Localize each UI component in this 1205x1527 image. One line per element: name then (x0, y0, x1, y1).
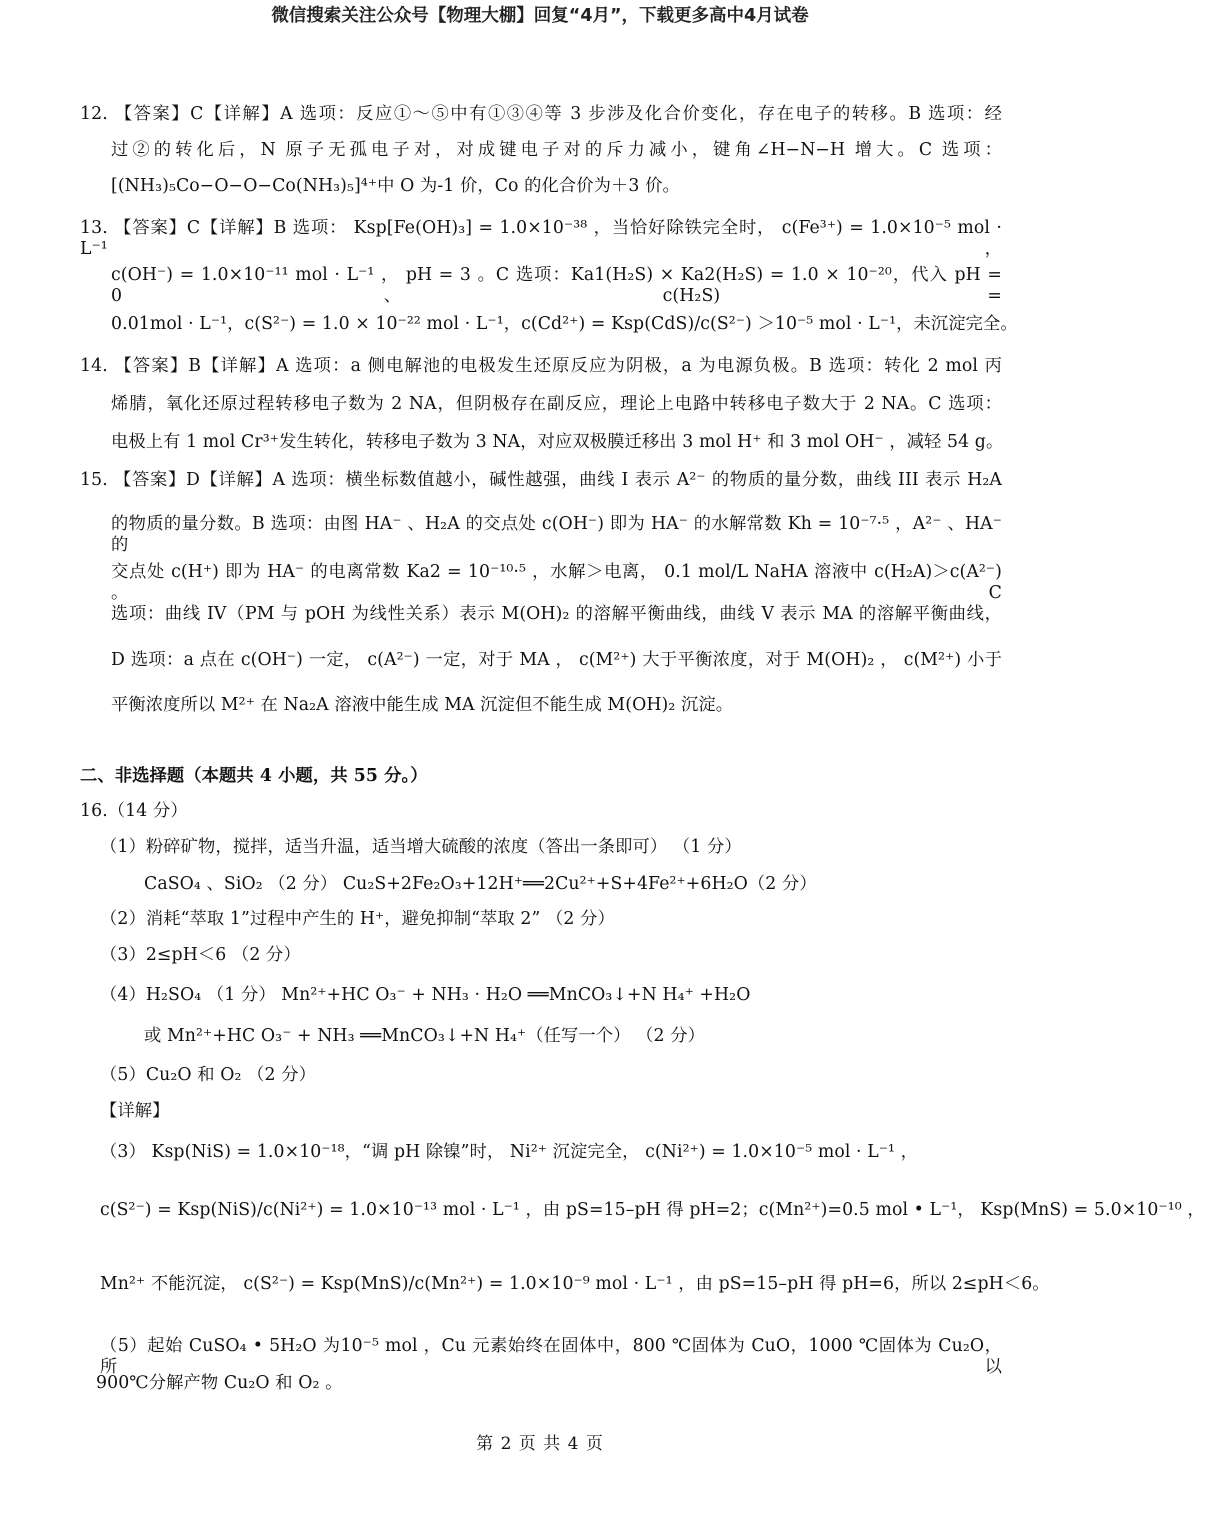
q16-answer-1b: CaSO₄ 、SiO₂ （2 分） Cu₂S+2Fe₂O₃+12H⁺══2Cu²⁺+S+4Fe²⁺+6H₂O（2 分） (144, 874, 817, 894)
q13-line-2: c(OH⁻) = 1.0×10⁻¹¹ mol · L⁻¹ ， pH = 3 。C 选项：Ka1(H₂S) × Ka2(H₂S) = 1.0 × 10⁻²⁰，代入 pH = 0、c(H₂S) = (111, 265, 1002, 306)
q13-line-3: 0.01mol · L⁻¹，c(S²⁻) = 1.0 × 10⁻²² mol · L⁻¹，c(Cd²⁺) = Ksp(CdS)/c(S²⁻) ＞10⁻⁵ mol · L⁻¹，未沉淀完全。 (111, 314, 1018, 334)
q16-answer-4b: 或 Mn²⁺+HC O₃⁻ + NH₃ ══MnCO₃↓+N H₄⁺（任写一个） （2 分） (144, 1026, 705, 1046)
q14-line-2: 烯腈，氧化还原过程转移电子数为 2 NA，但阴极存在副反应，理论上电路中转移电子数大于 2 NA。C 选项： (111, 394, 1002, 414)
q15-line-1: 15. 【答案】D【详解】A 选项：横坐标数值越小，碱性越强，曲线 I 表示 A²⁻ 的物质的量分数，曲线 III 表示 H₂A (80, 470, 1002, 490)
detail-3-line-3: Mn²⁺ 不能沉淀， c(S²⁻) = Ksp(MnS)/c(Mn²⁺) = 1.0×10⁻⁹ mol · L⁻¹ ，由 pS=15–pH 得 pH=6，所以 2≤pH＜6。 (100, 1274, 1050, 1294)
detail-heading: 【详解】 (100, 1101, 170, 1121)
detail-5-line-2: 900℃分解产物 Cu₂O 和 O₂ 。 (96, 1373, 343, 1393)
q16-title: 16.（14 分） (80, 801, 188, 821)
q13-line-1: 13. 【答案】C【详解】B 选项： Ksp[Fe(OH)₃] = 1.0×10⁻³⁸ ，当恰好除铁完全时， c(Fe³⁺) = 1.0×10⁻⁵ mol · L⁻¹ ， (80, 218, 1002, 259)
q12-line-1: 12. 【答案】C【详解】A 选项：反应①～⑤中有①③④等 3 步涉及化合价变化，存在电子的转移。B 选项：经 (80, 104, 1002, 124)
detail-3-line-2: c(S²⁻) = Ksp(NiS)/c(Ni²⁺) = 1.0×10⁻¹³ mol · L⁻¹ ，由 pS=15–pH 得 pH=2；c(Mn²⁺)=0.5 mol • L⁻¹， Ksp(MnS) = 5.0×10⁻¹⁰ ， (100, 1200, 1205, 1220)
q15-line-3: 交点处 c(H⁺) 即为 HA⁻ 的电离常数 Ka2 = 10⁻¹⁰·⁵ ，水解＞电离， 0.1 mol/L NaHA 溶液中 c(H₂A)＞c(A²⁻) 。C (111, 562, 1002, 603)
q14-line-1: 14. 【答案】B【详解】A 选项：a 侧电解池的电极发生还原反应为阴极，a 为电源负极。B 选项：转化 2 mol 丙 (80, 356, 1002, 376)
q12-line-3: [(NH₃)₅Co−O−O−Co(NH₃)₅]⁴⁺中 O 为-1 价，Co 的化合价为＋3 价。 (111, 176, 680, 196)
q15-line-6: 平衡浓度所以 M²⁺ 在 Na₂A 溶液中能生成 MA 沉淀但不能生成 M(OH)₂ 沉淀。 (111, 695, 734, 715)
page-header-banner: 微信搜索关注公众号【物理大棚】回复“4月”，下载更多高中4月试卷 (271, 6, 809, 26)
q16-answer-2: （2）消耗“萃取 1”过程中产生的 H⁺，避免抑制“萃取 2” （2 分） (100, 909, 615, 929)
detail-3-line-1: （3） Ksp(NiS) = 1.0×10⁻¹⁸，“调 pH 除镍”时， Ni²⁺ 沉淀完全， c(Ni²⁺) = 1.0×10⁻⁵ mol · L⁻¹ ， (100, 1142, 919, 1162)
page-number-footer: 第 2 页 共 4 页 (476, 1434, 604, 1454)
q12-line-2: 过②的转化后，N 原子无孤电子对，对成键电子对的斥力减小，键角∠H−N−H 增大。C 选项： (111, 140, 1002, 160)
q14-line-3: 电极上有 1 mol Cr³⁺发生转化，转移电子数为 3 NA，对应双极膜迁移出 3 mol H⁺ 和 3 mol OH⁻ ，减轻 54 g。 (111, 432, 1004, 452)
q15-line-5: D 选项：a 点在 c(OH⁻) 一定， c(A²⁻) 一定，对于 MA ， c(M²⁺) 大于平衡浓度，对于 M(OH)₂ ， c(M²⁺) 小于 (111, 650, 1002, 670)
q15-line-4: 选项：曲线 IV（PM 与 pOH 为线性关系）表示 M(OH)₂ 的溶解平衡曲线，曲线 V 表示 MA 的溶解平衡曲线， (111, 604, 1002, 624)
q16-answer-1: （1）粉碎矿物，搅拌，适当升温，适当增大硫酸的浓度（答出一条即可） （1 分） (100, 837, 742, 857)
q16-answer-4: （4）H₂SO₄ （1 分） Mn²⁺+HC O₃⁻ + NH₃ · H₂O ══MnCO₃↓+N H₄⁺ +H₂O (100, 985, 751, 1005)
q15-line-2: 的物质的量分数。B 选项：由图 HA⁻ 、H₂A 的交点处 c(OH⁻) 即为 HA⁻ 的水解常数 Kh = 10⁻⁷·⁵ ，A²⁻ 、HA⁻ 的 (111, 514, 1002, 555)
section-2-title: 二、非选择题（本题共 4 小题，共 55 分。） (80, 766, 428, 786)
q16-answer-5: （5）Cu₂O 和 O₂ （2 分） (100, 1065, 316, 1085)
q16-answer-3: （3）2≤pH＜6 （2 分） (100, 945, 301, 965)
detail-5-line-1: （5）起始 CuSO₄ • 5H₂O 为10⁻⁵ mol ，Cu 元素始终在固体中，800 ℃固体为 CuO，1000 ℃固体为 Cu₂O，所以 (100, 1336, 1002, 1377)
